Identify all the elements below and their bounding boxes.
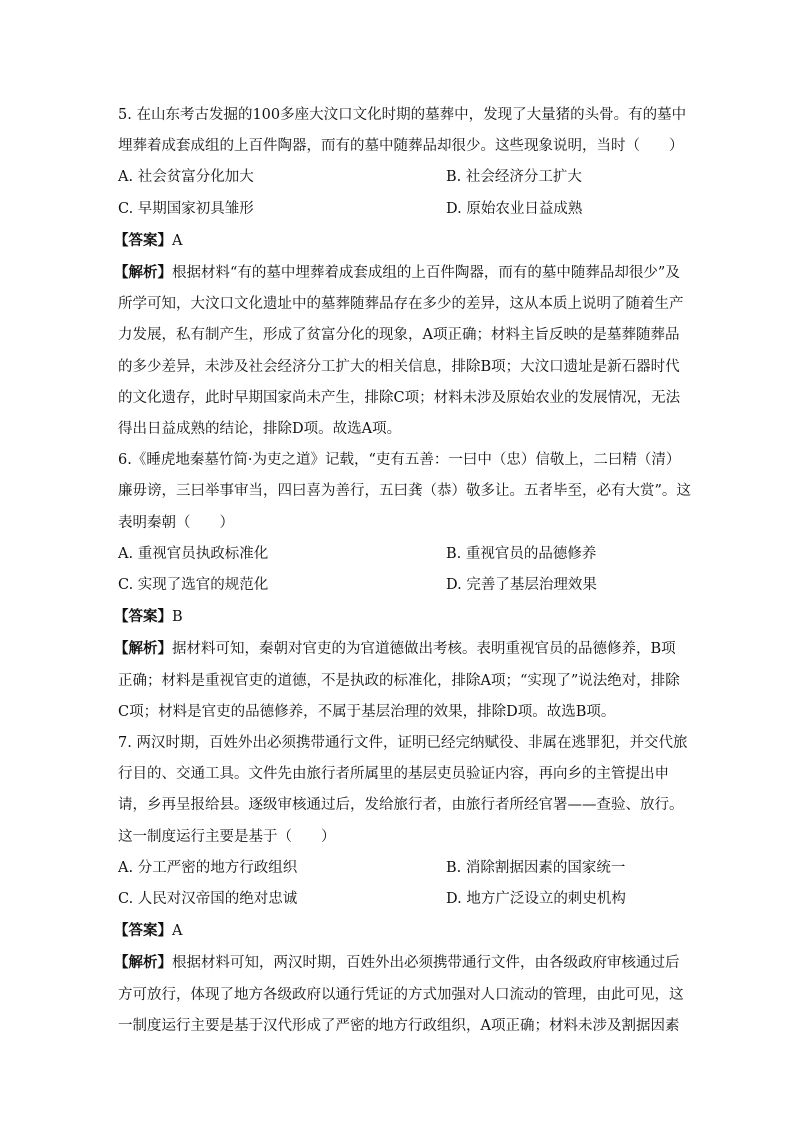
q6-stem-line: 6.《睡虎地秦墓竹简·为吏之道》记载，“吏有五善：一曰中（忠）信敬上，二曰精（清） [118,452,681,469]
q7-stem-line: 行目的、交通工具。文件先由旅行者所属里的基层吏员验证内容，再向乡的主管提出申 [118,766,669,783]
analysis-tag: 【解析】 [114,640,172,658]
q6-option-a: A. 重视官员执政标准化 [118,545,269,562]
answer-value: A [172,923,183,940]
q6-stem-line: 表明秦朝（ ） [118,514,234,531]
question-6 [114,445,691,728]
q5-analysis-line: 的文化遗存，此时早期国家尚未产生，排除C项；材料未涉及原始农业的发展情况，无法 [118,389,681,406]
question-7 [114,728,688,1042]
answer-tag: 【答案】 [114,922,172,940]
q6-analysis-line: C项；材料是官吏的品德修养，不属于基层治理的效果，排除D项。故选B项。 [118,703,616,720]
q7-answer [114,915,678,947]
q7-option-b: B. 消除割据因素的国家统一 [446,859,626,876]
q7-option-d: D. 地方广泛设立的刺史机构 [446,891,626,908]
q7-option-a: A. 分工严密的地方行政组织 [118,859,298,876]
q5-analysis-line: 力发展，私有制产生，形成了贫富分化的现象，A项正确；材料主旨反映的是墓葬随葬品 [118,327,680,344]
q7-analysis-line: 一制度运行主要是基于汉代形成了严密的地方行政组织，A项正确；材料未涉及割据因素 [118,1017,680,1034]
answer-value: B [172,609,183,626]
q5-analysis-line [114,257,678,289]
q5-stem-line: 埋葬着成套成组的上百件陶器，而有的墓中随葬品却很少。这些现象说明，当时（ ） [118,138,684,155]
q7-options-row [118,853,678,884]
answer-tag: 【答案】 [114,608,172,626]
q6-option-c: C. 实现了选官的规范化 [118,577,269,594]
q6-options-row [118,570,678,601]
q5-options-row [118,194,678,225]
q6-analysis-line [114,633,678,665]
q5-option-b: B. 社会经济分工扩大 [446,169,582,186]
q6-analysis-line: 正确；材料是重视官吏的道德，不是执政的标准化，排除A项；“实现了”说法绝对，排除 [118,672,680,689]
question-5 [114,100,687,445]
q5-analysis-line: 得出日益成熟的结论，排除D项。故选A项。 [118,421,402,438]
analysis-tag: 【解析】 [114,264,172,282]
q7-analysis-line [114,947,678,979]
q7-option-c: C. 人民对汉帝国的绝对忠诚 [118,891,298,908]
q5-analysis-line: 所学可知，大汶口文化遗址中的墓葬随葬品存在多少的差异，这从本质上说明了随着生产 [118,296,684,313]
q7-stem-line: 7. 两汉时期，百姓外出必须携带通行文件，证明已经完纳赋役、非属在逃罪犯，并交代旅 [118,735,688,752]
analysis-text: 根据材料可知，两汉时期，百姓外出必须携带通行文件，由各级政府审核通过后 [172,955,680,972]
q5-stem-line: 5. 在山东考古发掘的100多座大汶口文化时期的墓葬中，发现了大量猪的头骨。有的墓中 [118,107,687,123]
q6-option-d: D. 完善了基层治理效果 [446,577,597,594]
q5-option-a: A. 社会贫富分化加大 [118,169,254,186]
q5-options-row [118,162,678,193]
q6-option-b: B. 重视官员的品德修养 [446,545,597,562]
q5-analysis-line: 的多少差异，未涉及社会经济分工扩大的相关信息，排除B项；大汶口遗址是新石器时代 [118,358,680,375]
q6-answer [114,601,678,633]
q6-stem-line: 廉毋谤，三曰举事审当，四曰喜为善行，五曰龚（恭）敬多让。五者毕至，必有大赏”。这 [118,483,691,500]
q7-stem-line: 这一制度运行主要是基于（ ） [118,828,336,845]
q7-options-row [118,884,678,915]
q5-option-d: D. 原始农业日益成熟 [446,200,583,217]
analysis-text: 根据材料“有的墓中埋葬着成套成组的上百件陶器，而有的墓中随葬品却很少”及 [172,265,680,282]
answer-tag: 【答案】 [114,231,172,249]
analysis-text: 据材料可知，秦朝对官吏的为官道德做出考核。表明重视官员的品德修养，B项 [172,641,676,658]
q7-stem-line: 请，乡再呈报给县。逐级审核通过后，发给旅行者，由旅行者所经官署——查验、放行。 [118,797,684,814]
analysis-tag: 【解析】 [114,954,172,972]
q7-analysis-line: 方可放行，体现了地方各级政府以通行凭证的方式加强对人口流动的管理，由此可见，这 [118,986,684,1003]
q5-answer [114,225,678,257]
q6-options-row [118,539,678,570]
q5-option-c: C. 早期国家初具雏形 [118,200,254,217]
exam-page [114,100,691,1042]
answer-value: A [172,232,183,249]
